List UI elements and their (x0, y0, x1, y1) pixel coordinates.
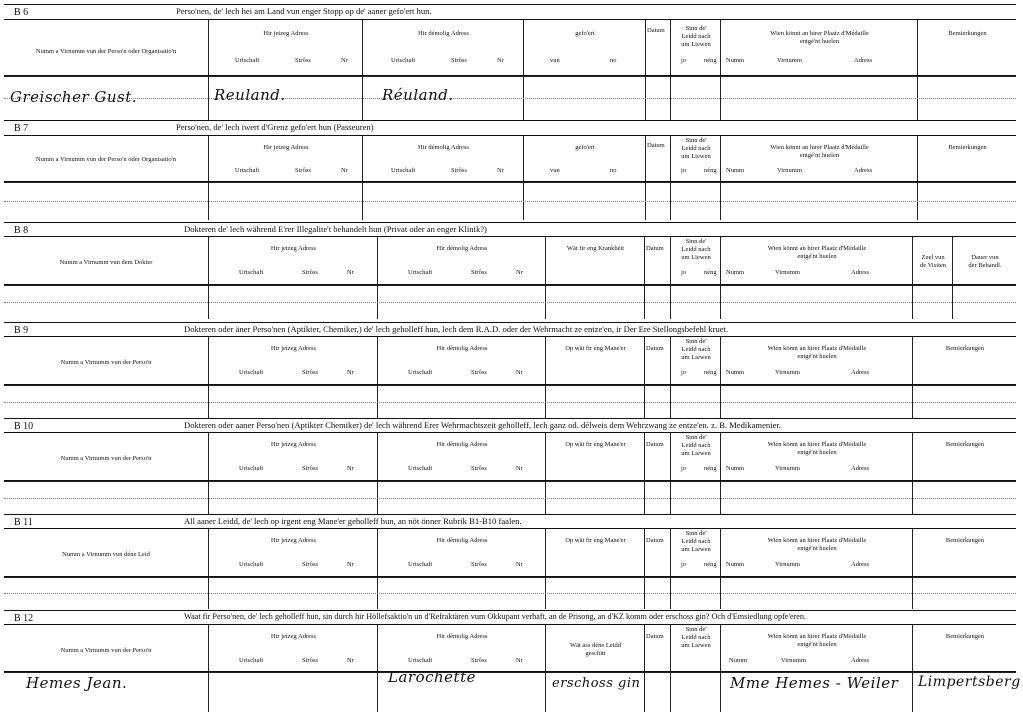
gefoert-header: gefo'ert (575, 30, 595, 37)
header-grid (4, 19, 1016, 77)
section-title: Dokteren oder aaner Perso'nen (Aptikter Chemiker) de' lech während Erer Wehrmachtszeit geholleff, lech ganz od. délweis dem Wehrzwang ze entze'en. z. B. Medikamenier. (184, 420, 781, 430)
nr-label: Nr (347, 369, 354, 376)
bemierkungen-label: Bemierkungen (945, 537, 985, 544)
col-datum (644, 529, 670, 577)
col-sinn (670, 237, 720, 285)
col-krankheet (545, 237, 644, 285)
urtschaft-label: Urtschaft (408, 561, 433, 568)
jo-label: jo (681, 167, 687, 174)
nr-label: Nr (516, 269, 523, 276)
demolig-header: Hir démolig Adress (436, 345, 488, 352)
section-rule (4, 120, 1016, 121)
stross-label: Strôss (295, 57, 311, 64)
header-grid (4, 336, 1016, 386)
sinn-label: Sinn de' (685, 137, 707, 144)
nen-label: néng (704, 465, 717, 472)
numm-label: Numm (726, 561, 745, 568)
leidd-label: Leidd nach (681, 346, 711, 353)
urtschaft-label: Urtschaft (408, 465, 433, 472)
col-demolig (377, 625, 545, 672)
divider (545, 672, 546, 712)
col-dauer (952, 237, 1016, 285)
demolig-header: Hir démolig Adress (436, 441, 488, 448)
section-title: Perso'nen, de' lech hei am Land vun enger Stopp op de' aaner gefo'ert hun. (176, 6, 432, 16)
col-datum (644, 433, 670, 481)
col-jetzeg (208, 237, 377, 285)
section-rule (4, 4, 1016, 5)
nr-label: Nr (516, 561, 523, 568)
nr-label: Nr (347, 465, 354, 472)
stross-label: Strôss (302, 465, 318, 472)
datum-label: Datum (646, 345, 664, 352)
col-demolig (362, 136, 523, 182)
dauer-label: Dauer vun (971, 254, 999, 261)
section-code: B 12 (14, 613, 34, 624)
urtschaft-label: Urtschaft (239, 561, 264, 568)
sinn-label: Sinn de' (685, 25, 707, 32)
stross-label: Strôss (471, 369, 487, 376)
section-code: B 11 (14, 517, 33, 528)
demolig-header: Hir démolig Adress (418, 144, 469, 151)
nen-label: néng (704, 369, 717, 376)
nr-label: Nr (341, 57, 348, 64)
wien-line2: entgé'nt huelen (797, 353, 837, 360)
divider (670, 672, 671, 712)
col-sinn (670, 529, 720, 577)
handwritten-name: Hemes Jean. (26, 674, 128, 692)
visiten-label: de Visiten (919, 262, 947, 269)
virnumm-label: Virnumm (775, 561, 800, 568)
stross-label: Strôss (471, 561, 487, 568)
urtschaft-label: Urtschaft (239, 369, 264, 376)
bemierkungen-label: Bemierkungen (945, 345, 985, 352)
col-wien (720, 529, 912, 577)
leidd-header-1: Wät ass déne Leidd (569, 642, 622, 649)
wien-line2: entgé'nt huelen (797, 449, 837, 456)
section-code: B 8 (14, 225, 29, 236)
section-b9 (4, 322, 1016, 418)
section-code: B 7 (14, 123, 29, 134)
dotted-rule (4, 98, 1016, 99)
vun-label: vun (550, 167, 560, 174)
col-datum (644, 237, 670, 285)
wien-line2: entgé'nt huelen (797, 253, 837, 260)
section-title: Dokteren de' lech während E'rer Illegalite't behandelt hun (Privat oder an enger Klinik?) (184, 224, 487, 234)
name-header: Numm a Virnumm vun der Perso'n oder Organisatio'n (35, 156, 177, 163)
wien-line1: Wien könnt an hirer Plaatz d'Médaille (770, 144, 869, 151)
demolig-header: Hir démolig Adress (436, 245, 488, 252)
col-demolig (377, 337, 545, 385)
section-rule (4, 514, 1016, 515)
demolig-header: Hir démolig Adress (436, 537, 488, 544)
stross-label: Strôss (451, 57, 467, 64)
virnumm-label: Virnumm (777, 167, 802, 174)
nen-label: néng (704, 561, 717, 568)
dotted-rule (4, 402, 1016, 403)
dotted-rule (4, 593, 1016, 594)
jetzeg-header: Hir jetzeg Adress (270, 245, 317, 252)
col-jetzeg (208, 136, 362, 182)
nr-label: Nr (347, 657, 354, 664)
urtschaft-label: Urtschaft (391, 167, 416, 174)
col-datum (645, 136, 670, 182)
wien-line2: entgé'nt huelen (799, 38, 840, 45)
leidd-label: Leidd nach (681, 145, 711, 152)
leidd-header-2: geschitt (585, 650, 606, 657)
col-gefoert (523, 136, 645, 182)
section-code: B 10 (14, 421, 34, 432)
jetzeg-header: Hir jetzeg Adress (270, 633, 317, 640)
sinn-label: Sinn de' (685, 338, 707, 345)
section-rule (4, 322, 1016, 323)
wien-line1: Wien könnt an hirer Plaatz d'Médaille (767, 537, 867, 544)
adress-label: Adress (854, 167, 873, 174)
bemierkungen-label: Bemierkungen (948, 144, 987, 151)
virnumm-label: Virnumm (775, 465, 800, 472)
section-b11 (4, 514, 1016, 608)
col-manier (545, 337, 644, 385)
col-demolig (377, 433, 545, 481)
no-label: no (610, 57, 617, 64)
section-b6 (4, 4, 1016, 119)
col-wien (720, 625, 912, 672)
wien-line1: Wien könnt an hirer Plaatz d'Médaille (767, 441, 867, 448)
numm-label: Numm (726, 465, 745, 472)
nen-label: néng (704, 167, 717, 174)
wien-line2: entgé'nt huelen (797, 545, 837, 552)
col-bemierkungen (917, 20, 1016, 76)
stross-label: Strôss (302, 269, 318, 276)
jo-label: jo (681, 561, 687, 568)
col-visiten (912, 237, 952, 285)
jetzeg-header: Hir jetzeg Adress (263, 144, 309, 151)
adress-label: Adress (851, 269, 870, 276)
dotted-rule (4, 201, 1016, 202)
leidd-label: Leidd nach (681, 634, 711, 641)
nr-label: Nr (341, 167, 348, 174)
col-bemierkungen (912, 625, 1016, 672)
virnumm-label: Virnumm (777, 57, 802, 64)
jetzeg-header: Hir jetzeg Adress (270, 441, 317, 448)
section-b10 (4, 418, 1016, 514)
gefoert-header: gefo'ert (575, 144, 595, 151)
col-datum (644, 337, 670, 385)
jo-label: jo (681, 57, 687, 64)
stross-label: Strôss (471, 465, 487, 472)
entry-grid (4, 75, 1016, 120)
header-grid (4, 528, 1016, 578)
wien-line1: Wien könnt an hirer Plaatz d'Médaille (767, 633, 867, 640)
col-datum (644, 625, 670, 672)
handwritten-medal-name: Mme Hemes - Weiler (730, 674, 899, 692)
name-header: Numm a Virnumm vun der Perso'n (60, 647, 152, 654)
bemierkungen-label: Bemierkungen (945, 633, 985, 640)
numm-label: Numm (726, 269, 745, 276)
stross-label: Strôss (302, 369, 318, 376)
section-title: Waat fir Perso'nen, de' lech geholleff hun, sin durch hir Höllefsaktio'n un d'Refraktären vum Okkupant verhaft, an de Prisong, an d'KZ komm oder erschoss gin? Och d'Emsiedlung opfe'eren. (184, 612, 807, 621)
datum-label: Datum (646, 537, 664, 544)
liewen-label: um Liewen (681, 450, 711, 457)
numm-label: Numm (726, 167, 745, 174)
manier-header: Op wät fir eng Mane'er (565, 441, 626, 448)
section-b12 (4, 610, 1021, 713)
virnumm-label: Virnumm (781, 657, 806, 664)
liewen-label: um Liewen (681, 41, 711, 48)
nen-label: néng (704, 57, 717, 64)
demolig-header: Hir démolig Adress (436, 633, 488, 640)
header-grid (4, 432, 1016, 482)
jo-label: jo (681, 369, 687, 376)
nen-label: néng (704, 269, 717, 276)
urtschaft-label: Urtschaft (408, 369, 433, 376)
liewen-label: um Liewen (681, 153, 711, 160)
datum-label: Datum (646, 633, 664, 640)
datum-label: Datum (647, 27, 665, 34)
col-wien (720, 337, 912, 385)
section-rule (4, 418, 1016, 419)
stross-label: Strôss (471, 269, 487, 276)
section-code: B 6 (14, 7, 29, 18)
urtschaft-label: Urtschaft (235, 167, 260, 174)
entry-grid (4, 181, 1016, 220)
urtschaft-label: Urtschaft (391, 57, 416, 64)
divider (912, 672, 913, 712)
nr-label: Nr (516, 369, 523, 376)
bemierkungen-label: Bemierkungen (945, 441, 985, 448)
leidd-label: Leidd nach (681, 246, 711, 253)
name-header: Numm a Virnumm vun der Perso'n (60, 455, 152, 462)
jetzeg-header: Hir jetzeg Adress (263, 30, 309, 37)
leidd-label: Leidd nach (681, 442, 711, 449)
stross-label: Strôss (302, 657, 318, 664)
liewen-label: um Liewen (681, 354, 711, 361)
liewen-label: um Liewen (681, 642, 711, 649)
section-rule (4, 610, 1016, 611)
section-code: B 9 (14, 325, 29, 336)
col-jetzeg (208, 337, 377, 385)
section-b7 (4, 120, 1016, 219)
vun-label: vun (550, 57, 560, 64)
section-title: Dokteren oder äner Perso'nen (Aptikter, Chemiker,) de' lech geholleff hun, lech dem R.A.D. oder der Wehrmacht ze entze'en, ir Der Ere Stellongsbefehl kruet. (184, 324, 729, 334)
entry-grid (4, 284, 1016, 319)
adress-label: Adress (854, 57, 873, 64)
urtschaft-label: Urtschaft (239, 269, 264, 276)
adress-label: Adress (851, 369, 870, 376)
datum-label: Datum (647, 142, 665, 149)
urtschaft-label: Urtschaft (239, 657, 264, 664)
nr-label: Nr (516, 465, 523, 472)
col-manier (545, 529, 644, 577)
adress-label: Adress (851, 561, 870, 568)
handwritten-demolig: Réuland. (382, 86, 454, 104)
numm-label: Numm (729, 657, 748, 664)
sinn-label: Sinn de' (685, 626, 707, 633)
virnumm-label: Virnumm (775, 369, 800, 376)
behandl-label: der Behandl. (968, 262, 1002, 269)
col-sinn (670, 337, 720, 385)
nr-label: Nr (347, 269, 354, 276)
jetzeg-header: Hir jetzeg Adress (270, 537, 317, 544)
manier-header: Op wät fir eng Mane'er (565, 345, 626, 352)
divider (208, 672, 209, 712)
col-sinn (670, 136, 720, 182)
handwritten-name: Greischer Gust. (10, 88, 138, 106)
manier-header: Op wät fir eng Mane'er (565, 537, 626, 544)
virnumm-label: Virnumm (775, 269, 800, 276)
col-wien (720, 136, 917, 182)
col-wien (720, 433, 912, 481)
liewen-label: um Liewen (681, 254, 711, 261)
dotted-rule (4, 302, 1016, 303)
col-bemierkungen (912, 337, 1016, 385)
wien-line1: Wien könnt an hirer Plaatz d'Médaille (767, 345, 867, 352)
col-wien (720, 237, 912, 285)
handwritten-result: erschoss gin (552, 676, 641, 691)
stross-label: Strôss (471, 657, 487, 664)
datum-label: Datum (646, 441, 664, 448)
name-header: Numm a Virnumm vun der Perso'n oder Organisatio'n (35, 48, 177, 55)
name-header: Numm a Virnumm vun dem Dokter (59, 259, 153, 266)
jo-label: jo (681, 465, 687, 472)
wien-line1: Wien könnt an hirer Plaatz d'Médaille (767, 245, 867, 252)
numm-label: Numm (726, 369, 745, 376)
col-sinn (670, 625, 720, 672)
nr-label: Nr (347, 561, 354, 568)
nr-label: Nr (497, 167, 504, 174)
demolig-header: Hir démolig Adress (418, 30, 469, 37)
bemierkungen-label: Bemierkungen (948, 30, 987, 37)
entry-grid (4, 384, 1016, 419)
leidd-label: Leidd nach (681, 538, 711, 545)
stross-label: Strôss (302, 561, 318, 568)
jetzeg-header: Hir jetzeg Adress (270, 345, 317, 352)
urtschaft-label: Urtschaft (408, 269, 433, 276)
divider (644, 672, 645, 712)
section-rule (4, 222, 1016, 223)
numm-label: Numm (726, 57, 745, 64)
divider (720, 672, 721, 712)
col-demolig (377, 237, 545, 285)
divider (377, 672, 378, 712)
urtschaft-label: Urtschaft (239, 465, 264, 472)
header-grid (4, 135, 1016, 183)
adress-label: Adress (851, 657, 870, 664)
col-leidd (545, 625, 644, 672)
dotted-rule (4, 498, 1016, 499)
sinn-label: Sinn de' (685, 530, 707, 537)
section-title: Perso'nen, de' lech iwert d'Grenz gefo'ert hun (Passeuren) (176, 122, 374, 132)
handwritten-medal-address: Limpertsberg (918, 674, 1021, 690)
col-demolig (362, 20, 523, 76)
no-label: no (610, 167, 617, 174)
col-sinn (670, 20, 720, 76)
datum-label: Datum (646, 245, 664, 252)
name-header: Numm a Virnumm vun der Perso'n (60, 359, 152, 366)
urtschaft-label: Urtschaft (235, 57, 260, 64)
sinn-label: Sinn de' (685, 434, 707, 441)
zuel-label: Zuel vun (921, 254, 945, 261)
header-grid (4, 624, 1016, 673)
stross-label: Strôss (295, 167, 311, 174)
col-jetzeg (208, 20, 362, 76)
wien-line1: Wien könnt an hirer Plaatz d'Médaille (770, 30, 869, 37)
adress-label: Adress (851, 465, 870, 472)
col-bemierkungen (912, 529, 1016, 577)
entry-grid (4, 480, 1016, 515)
entry-grid (4, 576, 1016, 609)
header-grid (4, 236, 1016, 286)
stross-label: Strôss (451, 167, 467, 174)
col-jetzeg (208, 625, 377, 672)
handwritten-jetzeg: Reuland. (214, 86, 286, 104)
sinn-label: Sinn de' (685, 238, 707, 245)
liewen-label: um Liewen (681, 546, 711, 553)
col-manier (545, 433, 644, 481)
nr-label: Nr (497, 57, 504, 64)
krankheet-header: Wät fir eng Krankhéit (566, 245, 625, 252)
section-b8 (4, 222, 1016, 318)
col-sinn (670, 433, 720, 481)
col-wien (720, 20, 917, 76)
wien-line2: entgé'nt huelen (797, 641, 837, 648)
handwritten-demolig: Larochette (388, 668, 476, 686)
col-bemierkungen (917, 136, 1016, 182)
col-gefoert (523, 20, 645, 76)
leidd-label: Leidd nach (681, 33, 711, 40)
section-title: All aaner Leidd, de' lech op irgent eng Mane'er geholleff hun, an nöt önner Rubrik B1-B10 faalen. (184, 516, 522, 526)
col-jetzeg (208, 433, 377, 481)
col-datum (645, 20, 670, 76)
col-bemierkungen (912, 433, 1016, 481)
urtschaft-label: Urtschaft (408, 657, 433, 664)
name-header: Numm a Virnumm vun déne Leid (62, 551, 150, 558)
jo-label: jo (681, 269, 687, 276)
nr-label: Nr (516, 657, 523, 664)
col-jetzeg (208, 529, 377, 577)
col-demolig (377, 529, 545, 577)
wien-line2: entgé'nt huelen (799, 152, 840, 159)
entry-grid (4, 668, 1021, 712)
